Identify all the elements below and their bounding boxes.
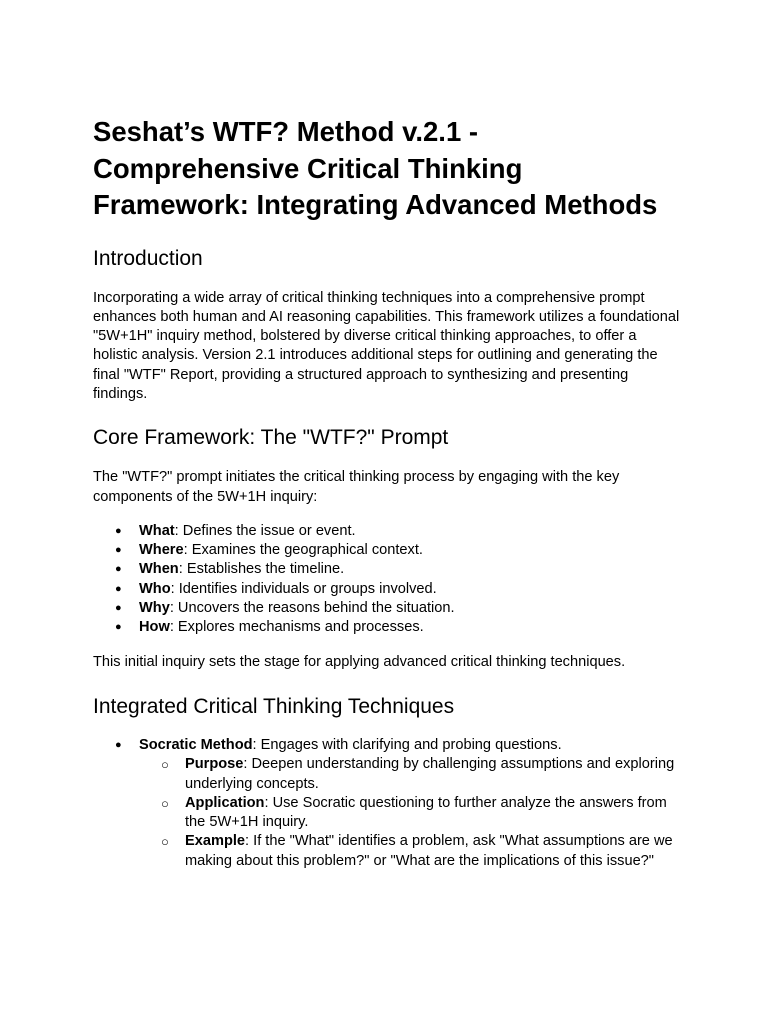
5w1h-list xyxy=(93,522,683,638)
sublist-item-text: : Use Socratic questioning to further analyze the answers from the 5W+1H inquiry. xyxy=(185,794,667,831)
sublist-item xyxy=(139,832,683,871)
list-item xyxy=(93,599,683,618)
list-item-text: : Explores mechanisms and processes. xyxy=(169,619,424,636)
hollow-bullet-icon: ○ xyxy=(161,757,169,773)
bullet-icon: ● xyxy=(115,621,122,634)
list-item xyxy=(93,580,683,599)
list-item-text: : Uncovers the reasons behind the situation. xyxy=(169,600,455,617)
list-item-term: Why xyxy=(139,600,170,617)
list-item xyxy=(93,522,683,541)
list-item-text: : Examines the geographical context. xyxy=(183,542,423,559)
sublist-item-term: Example xyxy=(185,833,246,850)
list-item xyxy=(93,736,683,871)
sublist-item-term: Purpose xyxy=(185,756,244,773)
list-item-term: What xyxy=(139,522,175,539)
core-framework-closing: This initial inquiry sets the stage for applying advanced critical thinking techniques. xyxy=(93,653,626,670)
list-item-text: : Defines the issue or event. xyxy=(174,522,356,539)
list-item-text: : Establishes the timeline. xyxy=(178,561,345,578)
hollow-bullet-icon: ○ xyxy=(161,834,169,850)
sublist-item-text: : If the "What" identifies a problem, ask "What assumptions are we making about this problem?" or "What are the implications of this issue?" xyxy=(185,833,673,869)
core-framework-paragraph: The "WTF?" prompt initiates the critical thinking process by engaging with the key components of the 5W+1H inquiry: xyxy=(93,469,620,505)
document-page xyxy=(93,114,683,871)
introduction-paragraph: Incorporating a wide array of critical thinking techniques into a comprehensive prompt enhances both human and AI reasoning capabilities. This framework utilizes a foundational "5W+1H" inquiry method, bolstered by diverse critical thinking approaches, to offer a holistic analysis. Version 2.1 introduces additional steps for outlining and generating the final "WTF" Report, providing a structured approach to synthesizing and presenting findings. xyxy=(93,289,680,402)
sublist-item-term: Application xyxy=(185,794,265,811)
bullet-icon: ● xyxy=(115,738,122,751)
list-item-term: Who xyxy=(139,580,171,597)
hollow-bullet-icon: ○ xyxy=(161,795,169,811)
sublist-item-text: : Deepen understanding by challenging assumptions and exploring underlying concepts. xyxy=(185,756,675,792)
introduction-heading: Introduction xyxy=(93,246,203,270)
list-item-term: Socratic Method xyxy=(139,736,253,753)
list-item-text: : Engages with clarifying and probing questions. xyxy=(252,736,562,753)
bullet-icon: ● xyxy=(115,602,122,615)
list-item-term: When xyxy=(139,561,179,578)
list-item xyxy=(93,618,683,637)
techniques-list xyxy=(93,736,683,871)
techniques-heading: Integrated Critical Thinking Techniques xyxy=(93,694,455,718)
bullet-icon: ● xyxy=(115,563,122,576)
socratic-sublist xyxy=(139,755,683,871)
list-item-text: : Identifies individuals or groups involved. xyxy=(170,580,437,597)
list-item xyxy=(93,541,683,560)
sublist-item xyxy=(139,794,683,833)
document-title: Seshat’s WTF? Method v.2.1 - Comprehensive Critical Thinking Framework: Integrating Advanced Methods xyxy=(93,116,658,220)
list-item xyxy=(93,560,683,579)
list-item-term: Where xyxy=(139,542,184,559)
bullet-icon: ● xyxy=(115,582,122,595)
sublist-item xyxy=(139,755,683,794)
bullet-icon: ● xyxy=(115,544,122,557)
core-framework-heading: Core Framework: The "WTF?" Prompt xyxy=(93,426,449,450)
bullet-icon: ● xyxy=(115,524,122,537)
list-item-term: How xyxy=(139,619,170,636)
